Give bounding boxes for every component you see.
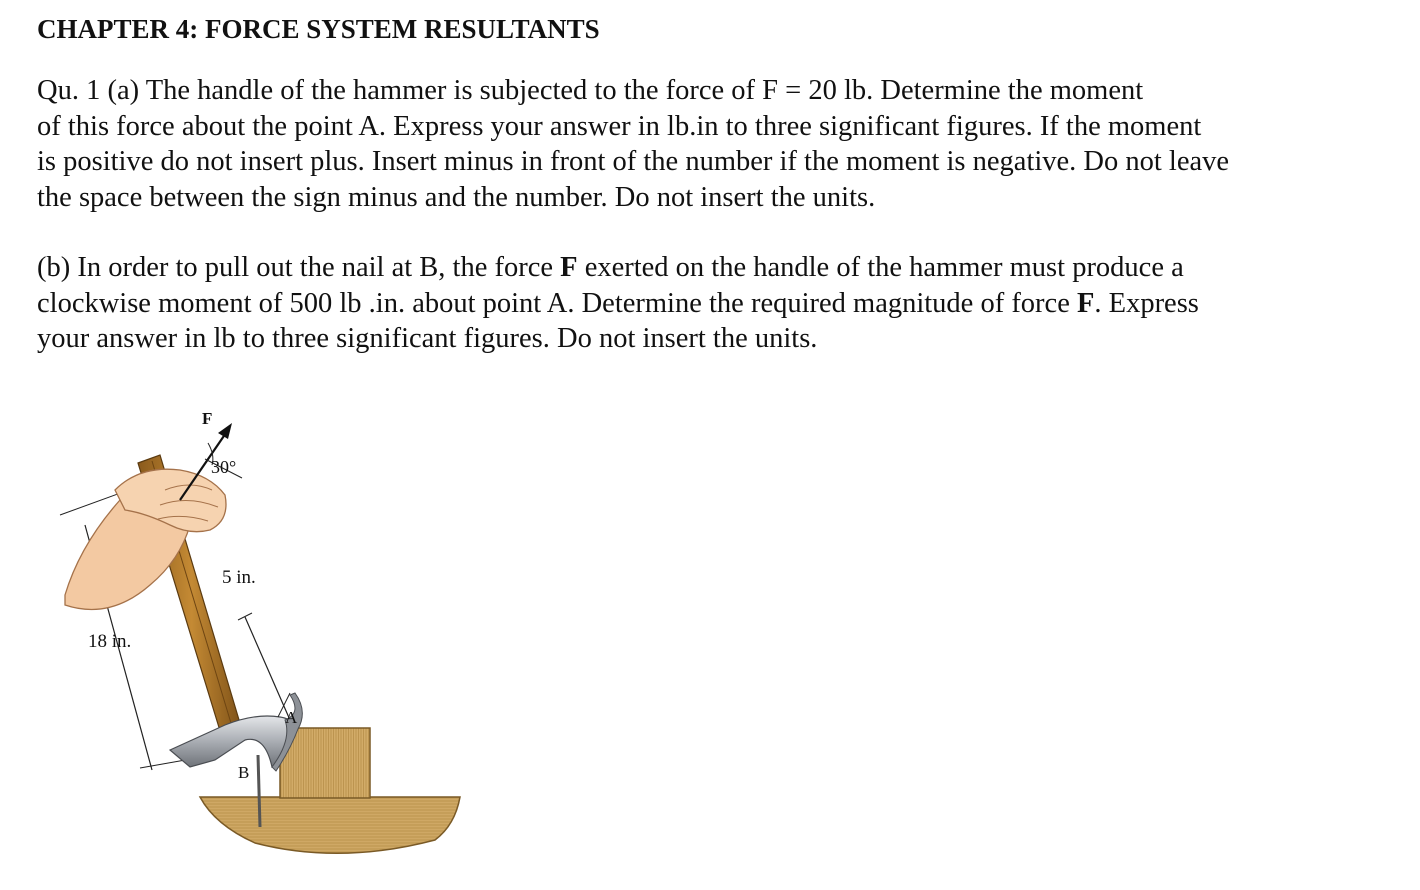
question-b-line-1 [37,250,1297,286]
question-b-line-2-post: . Express [1094,287,1199,319]
chapter-title: CHAPTER 4: FORCE SYSTEM RESULTANTS [37,14,600,44]
dimension-line-5in [245,617,290,720]
angle-label: 30° [211,457,237,477]
hammer-diagram [40,395,480,865]
question-a-line-3: is positive do not insert plus. Insert minus in front of the number if the moment is negative. Do not leave [37,146,1230,177]
hammer-figure [40,395,480,865]
question-b-paragraph [37,250,1297,357]
hammer-head [170,716,294,767]
point-b-label: B [238,763,250,782]
question-b-line-2 [37,286,1297,322]
dimension-18in-label: 18 in. [88,631,132,652]
force-symbol-bold: F [1076,287,1095,319]
question-b-line-1-post: exerted on the handle of the hammer must produce a [577,252,1184,283]
question-b-line-2-pre: clockwise moment of 500 lb .in. about point A. Determine the required magnitude of force [37,287,1077,319]
question-b-line-1-pre: (b) In order to pull out the nail at B, the force [37,252,561,283]
question-a-line-4: the space between the sign minus and the number. Do not insert the units. [37,181,876,213]
force-arrow-head [218,423,232,439]
question-a-paragraph [37,73,1297,215]
force-symbol-bold: F [560,252,578,283]
force-label: F [202,409,213,428]
nail [258,755,260,827]
point-a-label: A [285,708,298,727]
question-a-line-2: of this force about the point A. Express your answer in lb.in to three significant figures. If the moment [37,110,1202,142]
question-b-line-3: your answer in lb to three significant figures. Do not insert the units. [37,323,818,354]
dimension-ext-a [238,613,252,620]
wood-base [200,797,460,853]
dimension-5in-label: 5 in. [222,567,256,588]
question-a-line-1: Qu. 1 (a) The handle of the hammer is subjected to the force of F = 20 lb. Determine the moment [37,75,1144,106]
